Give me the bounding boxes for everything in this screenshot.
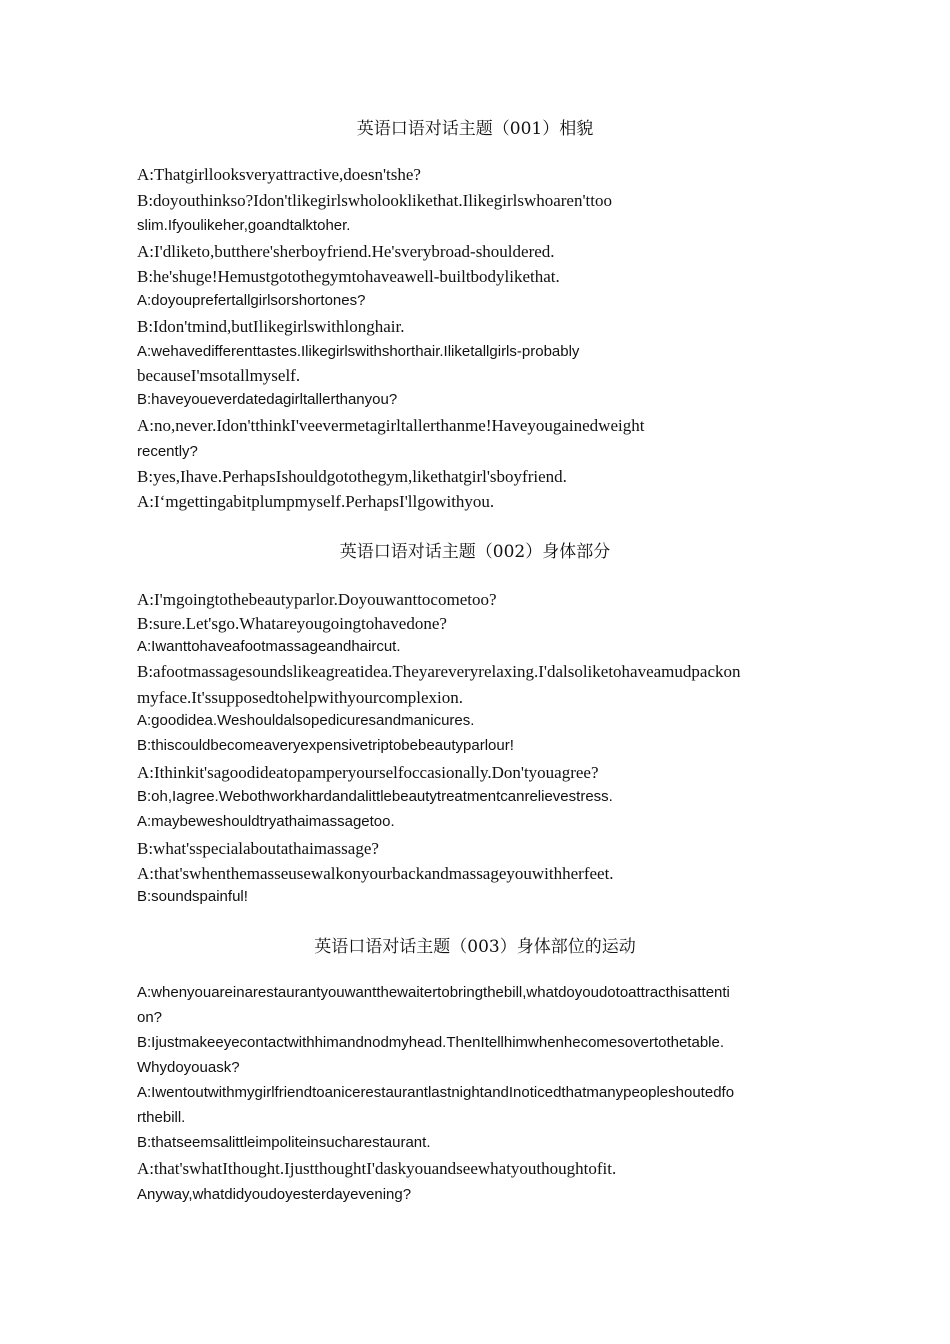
dialogue-line: B:he'shuge!Hemustgotothegymtohaveawell-builtbodylikethat.: [137, 267, 560, 286]
dialogue-line: A:doyouprefertallgirlsorshortones?: [137, 292, 366, 309]
dialogue-line: slim.Ifyoulikeher,goandtalktoher.: [137, 217, 351, 234]
dialogue-line: B:haveyoueverdatedagirltallerthanyou?: [137, 391, 398, 408]
dialogue-line: A:I‘mgettingabitplumpmyself.PerhapsI'llgowithyou.: [137, 492, 495, 511]
dialogue-line: on?: [137, 1009, 163, 1026]
dialogue-line: A:goodidea.Weshouldalsopedicuresandmanicures.: [137, 712, 475, 729]
dialogue-line: recently?: [137, 443, 198, 460]
dialogue-line: B:Idon'tmind,butIlikegirlswithlonghair.: [137, 317, 405, 336]
section-title-003: 英语口语对话主题（003）身体部位的运动: [314, 937, 636, 957]
dialogue-line: Anyway,whatdidyoudoyesterdayevening?: [137, 1186, 412, 1203]
dialogue-line: A:IwentoutwithmygirlfriendtoanicerestaurantlastnightandInoticedthatmanypeopleshoutedfo: [137, 1084, 735, 1101]
dialogue-line: myface.It'ssupposedtohelpwithyourcomplexion.: [137, 688, 463, 707]
dialogue-line: Whydoyouask?: [137, 1059, 240, 1076]
dialogue-line: becauseI'msotallmyself.: [137, 366, 301, 385]
dialogue-line: B:yes,Ihave.PerhapsIshouldgotothegym,likethatgirl'sboyfriend.: [137, 467, 567, 486]
dialogue-line: B:Ijustmakeeyecontactwithhimandnodmyhead.ThenItellhimwhenhecomesovertothetable.: [137, 1034, 724, 1051]
dialogue-line: A:Ithinkit'sagoodideatopamperyourselfoccasionally.Don'tyouagree?: [137, 763, 599, 782]
dialogue-line: B:afootmassagesoundslikeagreatidea.Theyareveryrelaxing.I'dalsoliketohaveamudpackon: [137, 662, 741, 681]
dialogue-line: A:Thatgirllooksveryattractive,doesn'tshe?: [137, 165, 421, 184]
dialogue-line: A:wehavedifferenttastes.Ilikegirlswithshorthair.Iliketallgirls-probably: [137, 343, 580, 360]
dialogue-line: A:maybeweshouldtryathaimassagetoo.: [137, 813, 395, 830]
dialogue-line: A:whenyouareinarestaurantyouwantthewaitertobringthebill,whatdoyoudotoattracthisattenti: [137, 984, 730, 1001]
dialogue-line: A:I'mgoingtothebeautyparlor.Doyouwanttocometoo?: [137, 590, 497, 609]
section-title-001: 英语口语对话主题（001）相貌: [356, 119, 594, 139]
dialogue-line: B:doyouthinkso?Idon'tlikegirlswholooklikethat.Ilikegirlswhoaren'ttoo: [137, 191, 612, 210]
dialogue-line: A:no,never.Idon'tthinkI'veevermetagirltallerthanme!Haveyougainedweight: [137, 416, 645, 435]
dialogue-line: B:thatseemsalittleimpoliteinsucharestaurant.: [137, 1134, 431, 1151]
dialogue-line: A:Iwanttohaveafootmassageandhaircut.: [137, 638, 401, 655]
dialogue-line: B:thiscouldbecomeaveryexpensivetriptobebeautyparlour!: [137, 737, 514, 754]
dialogue-line: A:that'swhatIthought.IjustthoughtI'daskyouandseewhatyouthoughtofit.: [137, 1159, 617, 1178]
dialogue-line: B:sure.Let'sgo.Whatareyougoingtohavedone?: [137, 614, 447, 633]
dialogue-line: rthebill.: [137, 1109, 186, 1126]
dialogue-line: B:soundspainful!: [137, 888, 248, 905]
section-title-002: 英语口语对话主题（002）身体部分: [339, 542, 611, 562]
dialogue-line: B:what'sspecialaboutathaimassage?: [137, 839, 379, 858]
dialogue-line: A:I'dliketo,butthere'sherboyfriend.He'sverybroad-shouldered.: [137, 242, 555, 261]
dialogue-line: A:that'swhenthemasseusewalkonyourbackandmassageyouwithherfeet.: [137, 864, 614, 883]
dialogue-line: B:oh,Iagree.Webothworkhardandalittlebeautytreatmentcanrelievestress.: [137, 788, 613, 805]
